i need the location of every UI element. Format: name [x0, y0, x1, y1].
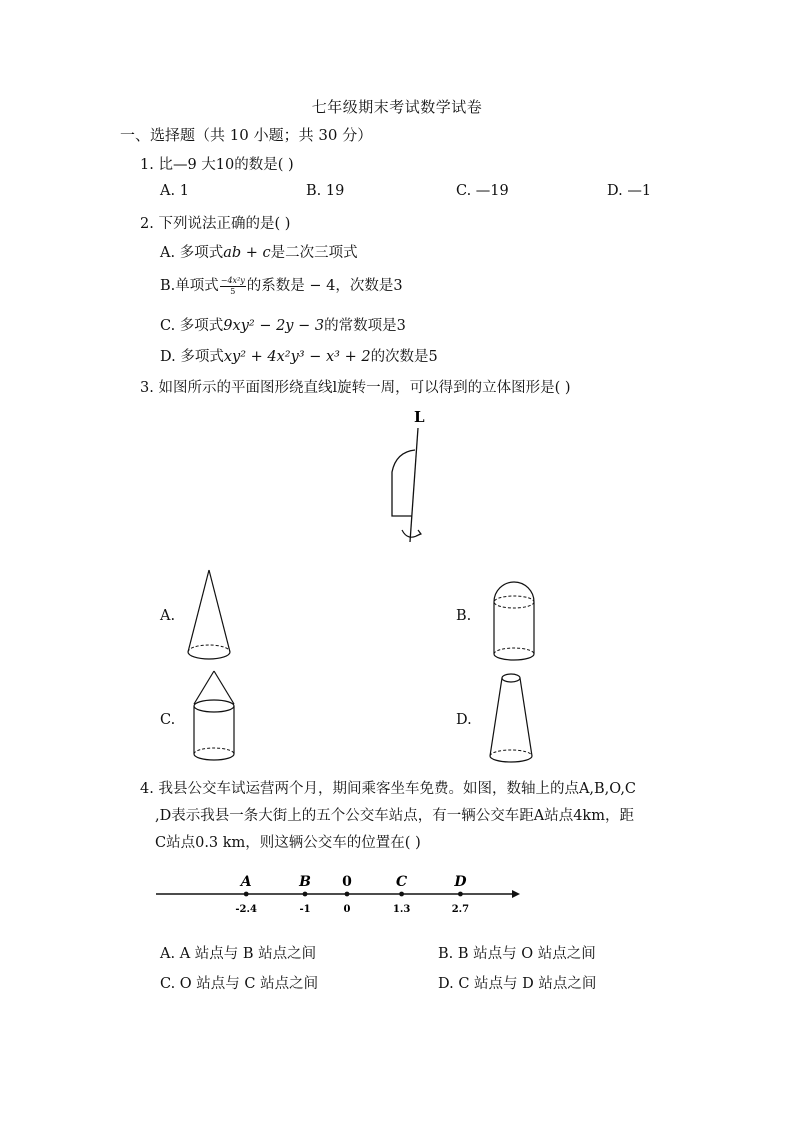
frustum-icon[interactable]: [486, 670, 536, 768]
point-C-label: C: [396, 874, 408, 890]
q4-option-b[interactable]: B. B 站点与 O 站点之间: [438, 946, 596, 962]
question-1-stem: 1. 比—9 大10的数是( ): [140, 157, 294, 173]
point-0-value: 0: [343, 904, 351, 915]
point-0-dot: [345, 892, 350, 897]
point-D-value: 2.7: [451, 904, 470, 915]
section-heading: 一、选择题（共 10 小题；共 30 分）: [120, 126, 373, 144]
plane-shape: [392, 450, 415, 516]
point-A-value: -2.4: [235, 904, 257, 915]
q3-option-b-label[interactable]: B.: [456, 608, 472, 624]
number-line-arrow-icon: [512, 890, 520, 898]
q2-b-numerator: −4x²y: [220, 275, 245, 285]
q2-b-suffix: 的系数是 − 4，次数是3: [246, 278, 403, 294]
q2-option-a[interactable]: [160, 241, 358, 262]
q4-option-a[interactable]: A. A 站点与 B 站点之间: [160, 946, 317, 962]
question-2-stem: 2. 下列说法正确的是( ): [140, 216, 291, 232]
point-B-label: B: [299, 874, 311, 890]
question-4-line-2: ,D表示我县一条大街上的五个公交车站点，有一辆公交车距A站点4km，距: [155, 808, 634, 824]
q1-option-c[interactable]: C. —19: [456, 183, 509, 199]
q2-c-math: 9xy² − 2y − 3: [223, 318, 325, 334]
number-line: [150, 866, 530, 922]
page-title: 七年级期末考试数学试卷: [311, 98, 483, 116]
q2-a-suffix: 是二次三项式: [270, 245, 358, 261]
point-D-dot: [458, 892, 463, 897]
q2-b-denominator: 5: [230, 286, 236, 296]
q3-option-a-label[interactable]: A.: [160, 608, 176, 624]
q2-a-math: ab + c: [223, 245, 271, 261]
point-D-label: D: [454, 874, 467, 890]
point-C-value: 1.3: [392, 904, 411, 915]
point-C-dot: [399, 892, 404, 897]
q2-b-fraction: [220, 276, 246, 297]
cylinder-cone-icon[interactable]: [190, 668, 240, 766]
cone-icon[interactable]: [184, 566, 236, 662]
axis-label: L: [414, 408, 425, 426]
rotation-axis-line: [410, 428, 418, 542]
q1-option-a[interactable]: A. 1: [160, 183, 189, 199]
q2-c-suffix: 的常数项是3: [324, 318, 406, 334]
q2-b-prefix: B.单项式: [160, 278, 219, 294]
q2-d-prefix: D. 多项式: [160, 349, 224, 365]
point-B-value: -1: [299, 904, 311, 915]
q2-option-b[interactable]: [160, 274, 403, 297]
point-A-dot: [244, 892, 249, 897]
q2-d-suffix: 的次数是5: [370, 349, 438, 365]
q3-option-d-label[interactable]: D.: [456, 712, 472, 728]
q4-option-c[interactable]: C. O 站点与 C 站点之间: [160, 976, 319, 992]
q2-c-prefix: C. 多项式: [160, 318, 224, 334]
arrowhead-icon: [416, 530, 421, 536]
q2-option-c[interactable]: [160, 314, 406, 335]
point-A-label: A: [240, 874, 252, 890]
q1-option-b[interactable]: B. 19: [306, 183, 345, 199]
point-B-dot: [303, 892, 308, 897]
point-0-label: 0: [342, 874, 352, 890]
q1-option-d[interactable]: D. —1: [607, 183, 652, 199]
q4-option-d[interactable]: D. C 站点与 D 站点之间: [438, 976, 597, 992]
question-3-stem: 3. 如图所示的平面图形绕直线l旋转一周，可以得到的立体图形是( ): [140, 380, 571, 396]
q2-d-math: xy² + 4x²y³ − x³ + 2: [223, 349, 371, 365]
q2-a-prefix: A. 多项式: [160, 245, 224, 261]
question-4-line-3: C站点0.3 km，则这辆公交车的位置在( ): [155, 835, 421, 851]
question-4-line-1: 4. 我县公交车试运营两个月，期间乘客坐车免费。如图，数轴上的点A,B,O,C: [140, 781, 637, 797]
cylinder-hemisphere-icon[interactable]: [490, 578, 538, 664]
q2-option-d[interactable]: [160, 345, 438, 366]
q3-option-c-label[interactable]: C.: [160, 712, 176, 728]
rotation-figure: [370, 402, 450, 552]
